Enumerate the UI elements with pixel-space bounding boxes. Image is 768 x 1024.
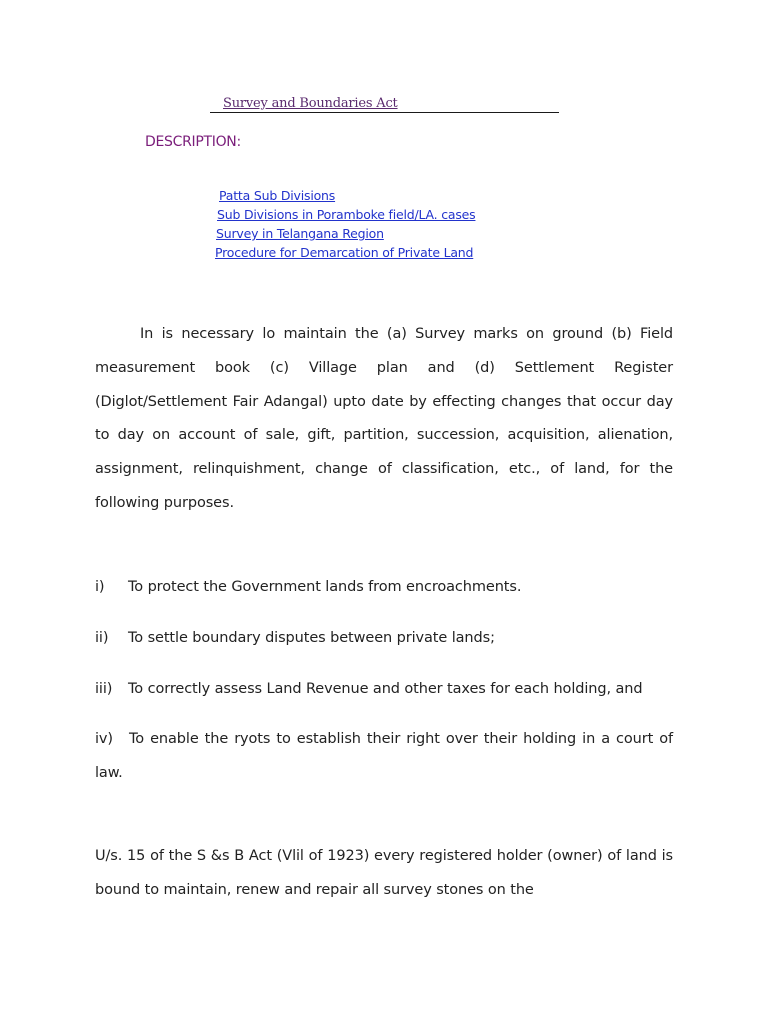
purpose-number: iv): [95, 731, 113, 747]
description-heading: DESCRIPTION:: [145, 134, 241, 150]
document-title: Survey and Boundaries Act: [223, 96, 398, 111]
purpose-item: [95, 622, 673, 656]
purpose-text: To protect the Government lands from encroachments.: [128, 579, 522, 595]
link-demarcation-private-land[interactable]: Procedure for Demarcation of Private Land: [215, 245, 474, 260]
intro-paragraph: In is necessary lo maintain the (a) Survey marks on ground (b) Field measurement book (c) Village plan and (d) Settlement Register (Diglot/Settlement Fair Adangal) upto date by effecting changes that occur day to day on account of sale, gift, partition, succession, acquisition, alienation, assignment, relinquishment, change of classification, etc., of land, for the following purposes.: [95, 326, 673, 511]
purpose-number: ii): [95, 630, 109, 646]
link-patta-sub-divisions[interactable]: Patta Sub Divisions: [219, 188, 336, 203]
link-survey-telangana[interactable]: Survey in Telangana Region: [216, 226, 384, 241]
title-underline: [210, 92, 559, 113]
purpose-text: To enable the ryots to establish their right over their holding in a court of law.: [95, 731, 673, 781]
purpose-text: To settle boundary disputes between private lands;: [128, 630, 495, 646]
purpose-text: To correctly assess Land Revenue and other taxes for each holding, and: [128, 681, 643, 697]
purpose-item: [95, 571, 673, 605]
link-sub-divisions-poramboke[interactable]: Sub Divisions in Poramboke field/LA. cases: [217, 207, 476, 222]
purpose-number: iii): [95, 681, 113, 697]
section-15-paragraph: U/s. 15 of the S &s B Act (Vlil of 1923) every registered holder (owner) of land is bound to maintain, renew and repair all survey stones on the: [95, 848, 673, 898]
purpose-item: [95, 723, 673, 791]
purpose-item: [95, 673, 673, 707]
purpose-number: i): [95, 579, 105, 595]
